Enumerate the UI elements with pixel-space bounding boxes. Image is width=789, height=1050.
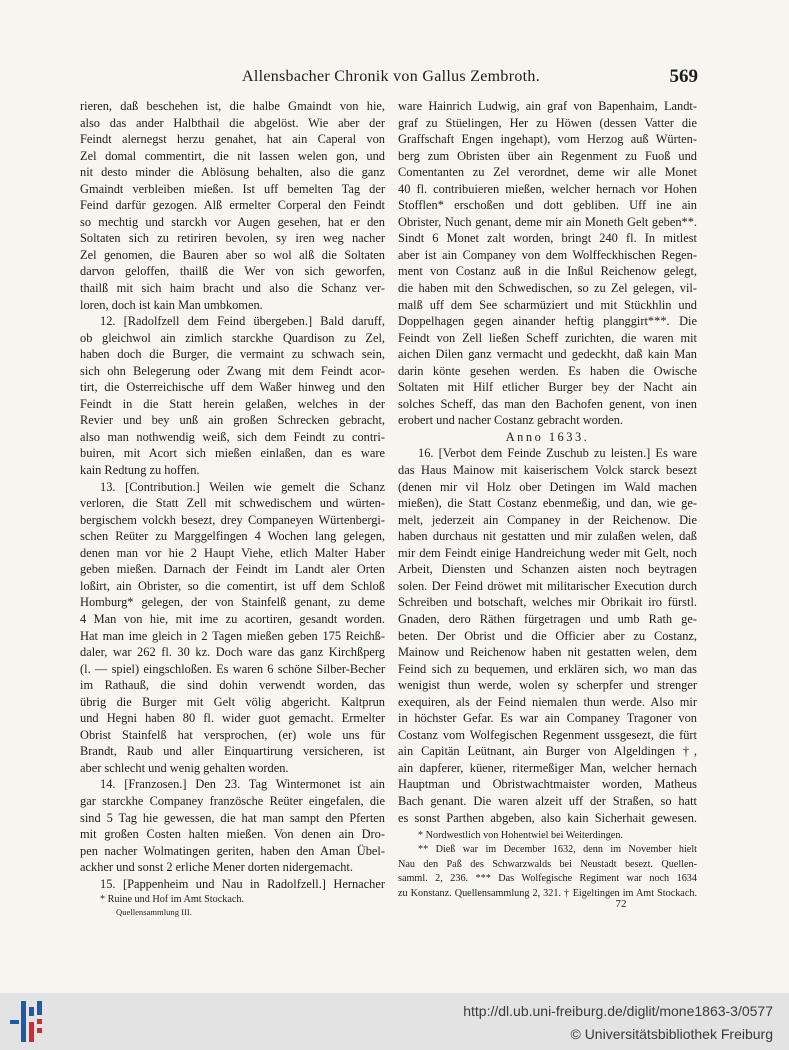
text-line: aber ist ain Companey von dem Wolffeckhischen Regen- <box>398 247 697 262</box>
right-footnotes <box>398 829 697 901</box>
text-line: mit großen Costen halten mießen. Von denen ain Dro- <box>80 827 385 842</box>
year-heading: Anno 1633. <box>505 429 590 444</box>
text-line: solen. Der Feind dröwet mit militarischer Execution durch <box>398 578 697 593</box>
text-line: Stofflen* erschoßen und dott gebliben. Uff ine ain <box>398 198 697 213</box>
text-line: gar starckhe Companey französche Reüter eingefalen, die <box>80 793 385 808</box>
text-line: Comentanten zu Zel verordnet, deme wir alle Monet <box>398 165 697 180</box>
text-line: Zel genomen, die Bauren aber so wol alß die Soltaten <box>80 247 385 262</box>
text-line: malß uff dem See scharmüziert und mit Stückhlin und <box>398 297 697 312</box>
text-line: 40 fl. contribuieren mießen, welcher hernach vor Hohen <box>398 181 697 196</box>
text-line: aber schlecht und wenig gehalten worden. <box>80 760 289 775</box>
text-line: Gmaindt verbleiben mießen. Ist uff bemelten Tag der <box>80 181 385 196</box>
text-line: 4 Man von hie, mit ime zu acortiren, gesandt worden. <box>80 611 385 626</box>
text-line: Feindt von Zell ließen Scheff zurichten, die waren mit <box>398 330 697 345</box>
text-line: 12. [Radolfzell dem Feind übergeben.] Bald daruff, <box>100 314 385 329</box>
viewer-footer <box>0 993 789 1050</box>
text-line: melt, jederzeit ain Companey in der Reichenow. Die <box>398 512 697 527</box>
text-line: haben doch die Burger, die vermaint zu schwach sein, <box>80 347 385 362</box>
text-line: kain Redtung zu hoffen. <box>80 463 200 478</box>
text-line: Mainow und Reichenow haben nit gestatten welen, dem <box>398 645 697 660</box>
text-line: Hauptman und Obristwachtmaister worden, Matheus <box>398 777 697 792</box>
text-line: buiren, mit Acort sich mießen einlaßen, dan es ware <box>80 446 385 461</box>
text-line: darin könte gesehen werden. Es haben die Owische <box>398 363 697 378</box>
text-line: berg zum Obristen über ain Regenment zu Fuoß und <box>398 148 697 163</box>
text-line: 15. [Pappenheim und Nau in Radolfzell.] Hernacher <box>100 876 385 891</box>
text-line: wenigist thun werde, wolen sy scherpfer und strenger <box>398 678 697 693</box>
paragraph <box>398 445 697 826</box>
footnote-line: Nau den Paß des Schwarzwalds bei Neustadt besezt. Quellen- <box>398 858 697 870</box>
paragraph <box>80 876 385 893</box>
text-line: rieren, daß beschehen ist, die halbe Gmaindt von hie, <box>80 99 385 113</box>
footnote: * Ruine und Hof im Amt Stockach. <box>100 894 245 905</box>
text-line: Revier und bey unß ain großen Schrecken gebracht, <box>80 413 385 428</box>
paragraph <box>80 776 385 875</box>
text-line: Soltaten sich zu retiriren bevolen, sy iren weg nacher <box>80 231 385 246</box>
text-line: (l. — spiel) eingschloßen. Es waren 6 schöne Silber-Becher <box>80 661 385 676</box>
page-number: 569 <box>669 66 698 87</box>
text-line: ob gleichwol ain zimlich starckhe Quardison zu Zel, <box>80 330 385 345</box>
text-line: Sindt 6 Monet zalt worden, bringt 240 fl. In mitlest <box>398 231 697 246</box>
text-line: exequiren, als der Feind niemalen thun werde. Also mir <box>398 694 697 709</box>
text-line: Soltaten mit Hilf etlicher Burger bey der Nacht ain <box>398 380 697 395</box>
paragraph <box>80 313 385 478</box>
text-line: ment von Costanz auß in die Inßul Reichenow gelegt, <box>398 264 697 279</box>
text-line: verloren, die Statt Zell mit schwedischem und würten- <box>80 496 385 511</box>
text-line: 13. [Contribution.] Weilen wie gemelt die Schanz <box>100 479 385 494</box>
text-line: denen man vor hie 2 Haupt Viehe, etlich Malter Haber <box>80 545 385 560</box>
text-line: schen Reüter zu Marggelfingen 4 Wochen lang gelegen, <box>80 529 385 544</box>
text-line: solches Scheff, das man den Bachofen genent, von inen <box>398 396 697 411</box>
text-line: das Haus Mainow mit kaiserischem Volck starck besezt <box>398 463 697 478</box>
text-line: Schreiben und botschaft, welches mir Obrikait iro fürstl. <box>398 595 697 610</box>
text-line: im Rathauß, die sind dohin verwendt worden, das <box>80 678 385 693</box>
text-line: loßirt, ain Obrister, so die comentirt, ist uff dem Schloß <box>80 578 385 593</box>
text-line: Zel domal commentirt, die nit lassen welen gon, und <box>80 148 385 163</box>
folio-number: 72 <box>615 898 627 910</box>
text-line: erobert und nacher Costanz gebracht worden. <box>398 413 624 428</box>
text-line: Feind sich zu bequemen, und erklären sich, wo man das <box>398 661 697 676</box>
text-line: Feindt in die Statt herein gelaßen, welches in der <box>80 396 385 411</box>
paragraph <box>80 98 385 313</box>
text-line: mießen), die Statt Costanz ebenmeßig, und dan, wie ge- <box>398 496 697 511</box>
right-column-lower-text <box>398 445 697 826</box>
text-line: sich ohn Belegerung oder Zwang mit dem Feindt acor- <box>80 363 385 378</box>
left-footnotes <box>80 893 385 918</box>
text-line: haben durchaus nit gestatten und mir zulaßen welen, daß <box>398 529 697 544</box>
text-line: beten. Der Obrist und die Officier aber zu Costanz, <box>398 628 697 643</box>
text-line: Obrist Stainfelß hat versprochen, (er) wole uns für <box>80 727 385 742</box>
text-line: so mechtig und starckh vor Augen gesehen, hat er den <box>80 214 385 229</box>
text-line: daler, war 262 fl. 30 kz. Doch ware das ganz Kirchßperg <box>80 645 385 660</box>
copyright-notice: © Universitätsbibliothek Freiburg <box>570 1026 773 1042</box>
text-line: ain dapferer, küener, ritermeßiger Man, welcher hernach <box>398 760 697 775</box>
text-line: Costanz vom Wolfegischen Regenment ussgesezt, die fürt <box>398 727 697 742</box>
text-line: graf zu Stüelingen, Her zu Höwen (dessen Vatter die <box>398 115 697 130</box>
text-line: es sonst Parthen abgeben, also kain Sicherhait gewesen. <box>398 810 697 825</box>
footnote-line: samml. 2, 236. *** Das Wolfegische Regiment war noch 1634 <box>398 873 697 885</box>
text-line: Homburg* gelegen, der von Stainfelß genant, zu deme <box>80 595 385 610</box>
right-column <box>398 98 697 826</box>
text-line: nit desto minder die Ablösung behalten, also die ganz <box>80 165 385 180</box>
text-line: Hat man ime gleich in 2 Tagen mießen geben 175 Reichß- <box>80 628 385 643</box>
text-line: ware Hainrich Ludwig, ain graf von Bapenhaim, Landt- <box>398 99 697 113</box>
footnote-line: ** Dieß war im December 1632, denn im November hielt <box>418 844 697 856</box>
text-line: sind 5 Tag hie gewessen, die hat man sampt den Pferten <box>80 810 385 825</box>
left-column <box>80 98 385 892</box>
text-line: (denen mir vil Holz ober Detingen im Wald machen <box>398 479 697 494</box>
paragraph <box>80 479 385 777</box>
text-line: also das ander Halbthail die abgelöst. Wie aber der <box>80 115 385 130</box>
footnote-line: zu Konstanz. Quellensammlung 2, 321. † Eigeltingen im Amt Stockach. <box>398 887 697 899</box>
text-line: Brandt, Raub und aller Einquartirung versicheren, ist <box>80 744 385 759</box>
text-line: 14. [Franzosen.] Den 23. Tag Wintermonet ist ain <box>100 777 385 792</box>
text-line: in höchster Gefar. Es war ain Companey Tragoner von <box>398 711 697 726</box>
text-line: die haben mit den Schwedischen, so zu Zel gelegen, vil- <box>398 281 697 296</box>
text-line: und Hegni haben 80 fl. wider guot gemacht. Ermelter <box>80 711 385 726</box>
text-line: also man nothwendig weiß, sich dem Feindt zu contri- <box>80 429 385 444</box>
text-line: übrig die Burger mit Gelt völig abgericht. Kaltprun <box>80 694 385 709</box>
text-line: Feindt alernegst herzu genahet, hat ain Caperal von <box>80 132 385 147</box>
text-line: ain Capitän Leütnant, ain Burger von Algeldingen †, <box>398 744 697 759</box>
text-line: Feind darfür gezogen. Alß ermelter Corperal den Feindt <box>80 198 385 213</box>
text-line: darvon geloffen, thailß die Wer von sich geworfen, <box>80 264 385 279</box>
text-line: Obrister, Nuch genant, deme mir ain Moneth Gelt geben**. <box>398 214 697 229</box>
text-line: mir dem Feindt einige Handreichung weder mit Gelt, noch <box>398 545 697 560</box>
text-line: Gnaden, dero Räthen fürgetragen und umb Rath ge- <box>398 611 697 626</box>
text-line: thailß mit sich haim bracht und also die Schanz ver- <box>80 281 385 296</box>
text-line: tirt, die Osterreichische uff dem Waßer hinweg und den <box>80 380 385 395</box>
text-line: loren, doch ist kain Man umbkomen. <box>80 297 263 312</box>
text-line: Doppelhagen gegen ainander heftig planggirt***. Die <box>398 314 697 329</box>
ub-freiburg-logo-icon <box>8 998 48 1045</box>
source-url: http://dl.ub.uni-freiburg.de/diglit/mone1863-3/0577 <box>463 1003 773 1019</box>
text-line: Graffschaft Engen ingehapt), vom Herzog auß Würten- <box>398 132 697 147</box>
right-column-upper-text <box>398 98 697 429</box>
text-line: pen nacher Wolmatingen geriten, haben den Aman Übel- <box>80 843 385 858</box>
text-line: 16. [Verbot dem Feinde Zuschub zu leisten.] Es ware <box>418 446 697 461</box>
running-title: Allensbacher Chronik von Gallus Zembroth. <box>241 68 541 85</box>
paragraph <box>398 98 697 429</box>
text-line: Arbeit, Diensten und Schanzen aisten noch beytragen <box>398 562 697 577</box>
text-line: bergischem volckh besezt, drey Companeyen Würtenbergi- <box>80 512 385 527</box>
signature-mark: Quellensammlung III. <box>116 907 192 918</box>
text-line: geben mießen. Darnach der Feindt im Landt aler Orten <box>80 562 385 577</box>
text-line: Bach genant. Die waren alzeit uff der Straßen, so hatt <box>398 793 697 808</box>
text-line: aichen Dilen ganz vermacht und gedeckht, daß kain Man <box>398 347 697 362</box>
footnote-line: * Nordwestlich von Hohentwiel bei Weiterdingen. <box>418 830 623 841</box>
text-line: ackher und sonst 2 erliche Mener dorten nidergemacht. <box>80 860 353 875</box>
